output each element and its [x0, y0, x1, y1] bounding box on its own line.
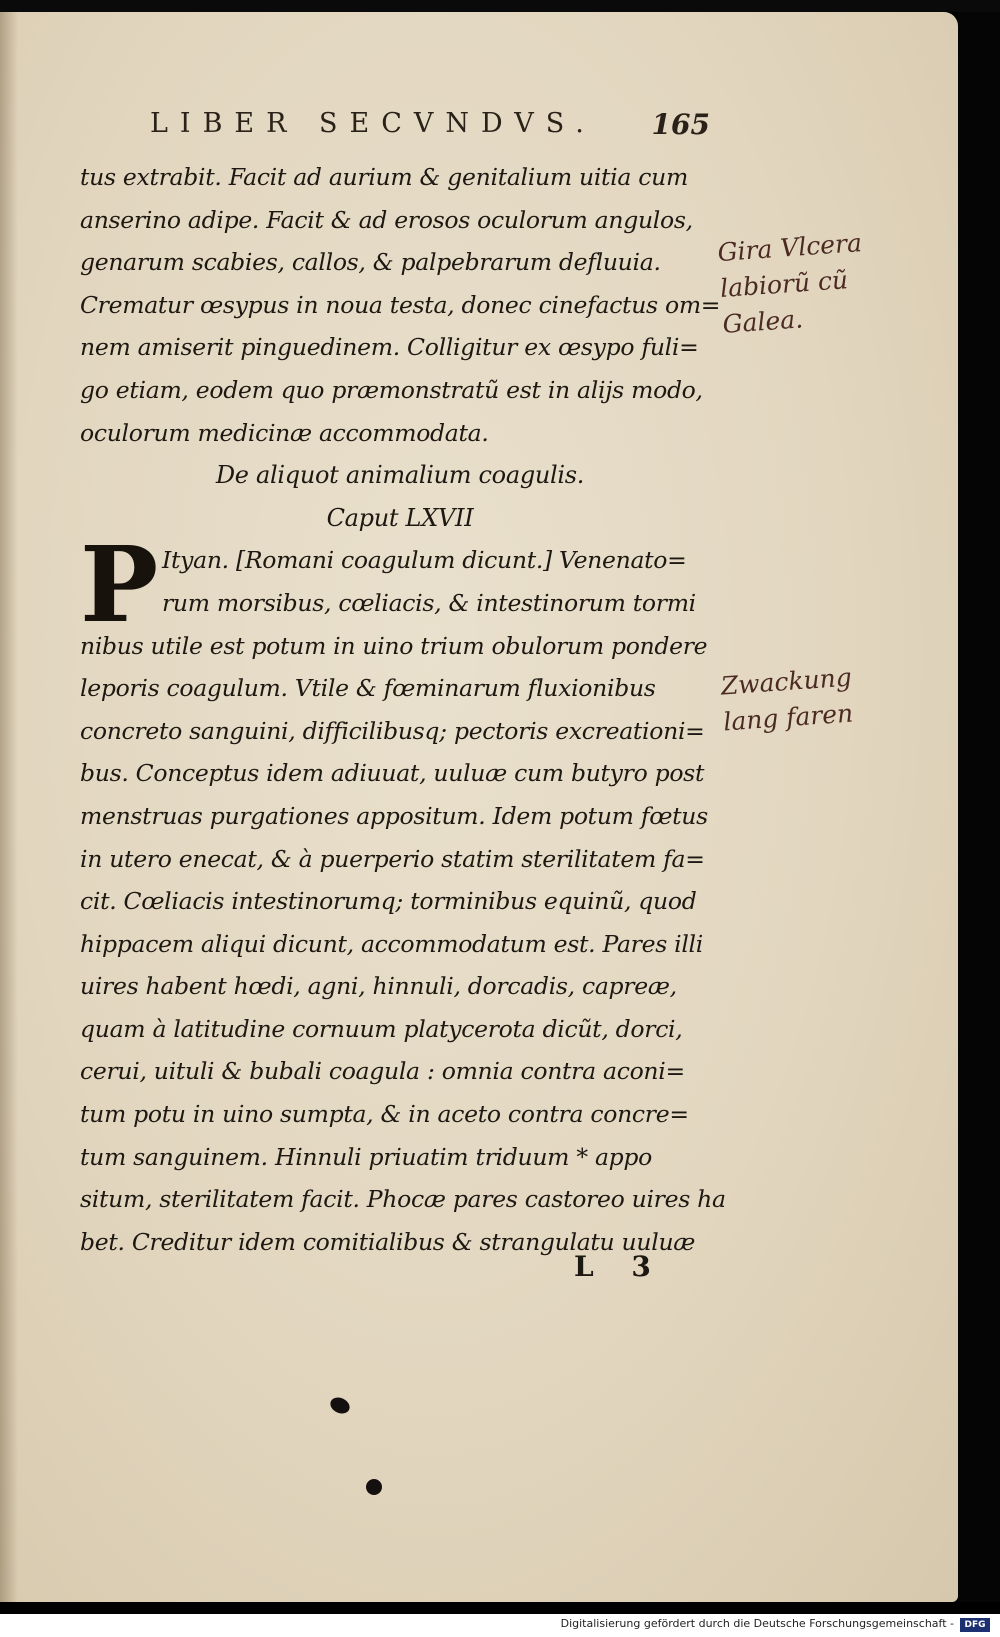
note-line: lang faren [722, 698, 855, 737]
note-line: Galea. [721, 304, 804, 339]
text-line: rum morsibus, cœliacis, & intestinorum tormi [162, 588, 696, 617]
text-line: hippacem aliqui dicunt, accommodatum est. Pares illi [80, 929, 703, 958]
drop-cap: P [80, 523, 159, 646]
text-line: genarum scabies, callos, & palpebrarum defluuia. [80, 248, 661, 277]
note-line: Gira Vlcera [716, 228, 863, 268]
text-line: go etiam, eodem quo præmonstratũ est in alijs modo, [80, 375, 703, 404]
note-line: Zwackung [719, 662, 853, 701]
text-line: concreto sanguini, difficilibusq; pectoris excreationi= [80, 716, 705, 745]
marginal-note-upper [716, 225, 868, 343]
gutter-shadow [0, 12, 18, 1602]
page-number: 165 [651, 108, 710, 141]
signature-mark: L 3 [574, 1250, 665, 1283]
note-line: labiorũ cũ [719, 265, 849, 304]
running-head [150, 108, 710, 148]
footer-bar [0, 1614, 1000, 1637]
body-text [80, 156, 726, 1263]
text-line: cerui, uituli & bubali coagula : omnia contra aconi= [80, 1057, 685, 1086]
text-line: quam à latitudine cornuum platycerota dicũt, dorci, [80, 1014, 683, 1043]
ink-blot [366, 1479, 382, 1495]
text-line: anserino adipe. Facit & ad erosos oculorum angulos, [80, 205, 693, 234]
text-line: uires habent hœdi, agni, hinnuli, dorcadis, capreæ, [80, 972, 677, 1001]
scan-border-right [958, 12, 1000, 1602]
text-line: tus extrabit. Facit ad aurium & genitalium uitia cum [80, 163, 688, 191]
text-line: cit. Cœliacis intestinorumq; torminibus equinũ, quod [80, 887, 697, 916]
section-title: De aliquot animalium coagulis. [215, 461, 585, 490]
text-line: in utero enecat, & à puerperio statim sterilitatem fa= [80, 844, 705, 873]
text-line: oculorum medicinæ accommodata. [80, 418, 489, 447]
chapter-heading: Caput LXVII [326, 503, 474, 532]
text-line: situm, sterilitatem facit. Phocæ pares castoreo uires ha [80, 1185, 726, 1214]
text-line: Ityan. [Romani coagulum dicunt.] Venenato= [162, 546, 687, 575]
marginal-note-lower [720, 660, 856, 741]
text-line: bus. Conceptus idem adiuuat, uuluæ cum butyro post [80, 759, 705, 788]
dfg-logo: DFG [960, 1618, 990, 1632]
text-line: Crematur œsypus in noua testa, donec cinefactus om= [80, 290, 721, 319]
footer-credit: Digitalisierung gefördert durch die Deutsche Forschungsgemeinschaft - [560, 1617, 954, 1630]
text-line: nem amiserit pinguedinem. Colligitur ex œsypo fuli= [80, 333, 699, 362]
running-head-title: LIBER SECVNDVS. [150, 108, 596, 139]
scan-border-top [0, 0, 1000, 12]
text-line: tum sanguinem. Hinnuli priuatim triduum * appo [80, 1142, 652, 1171]
text-line: tum potu in uino sumpta, & in aceto contra concre= [80, 1100, 689, 1129]
text-line: menstruas purgationes appositum. Idem potum fœtus [80, 801, 708, 830]
text-line: bet. Creditur idem comitialibus & strangulatu uuluæ [80, 1227, 696, 1256]
text-line: nibus utile est potum in uino trium obulorum pondere [80, 631, 708, 660]
text-line: leporis coagulum. Vtile & fœminarum fluxionibus [80, 674, 656, 703]
